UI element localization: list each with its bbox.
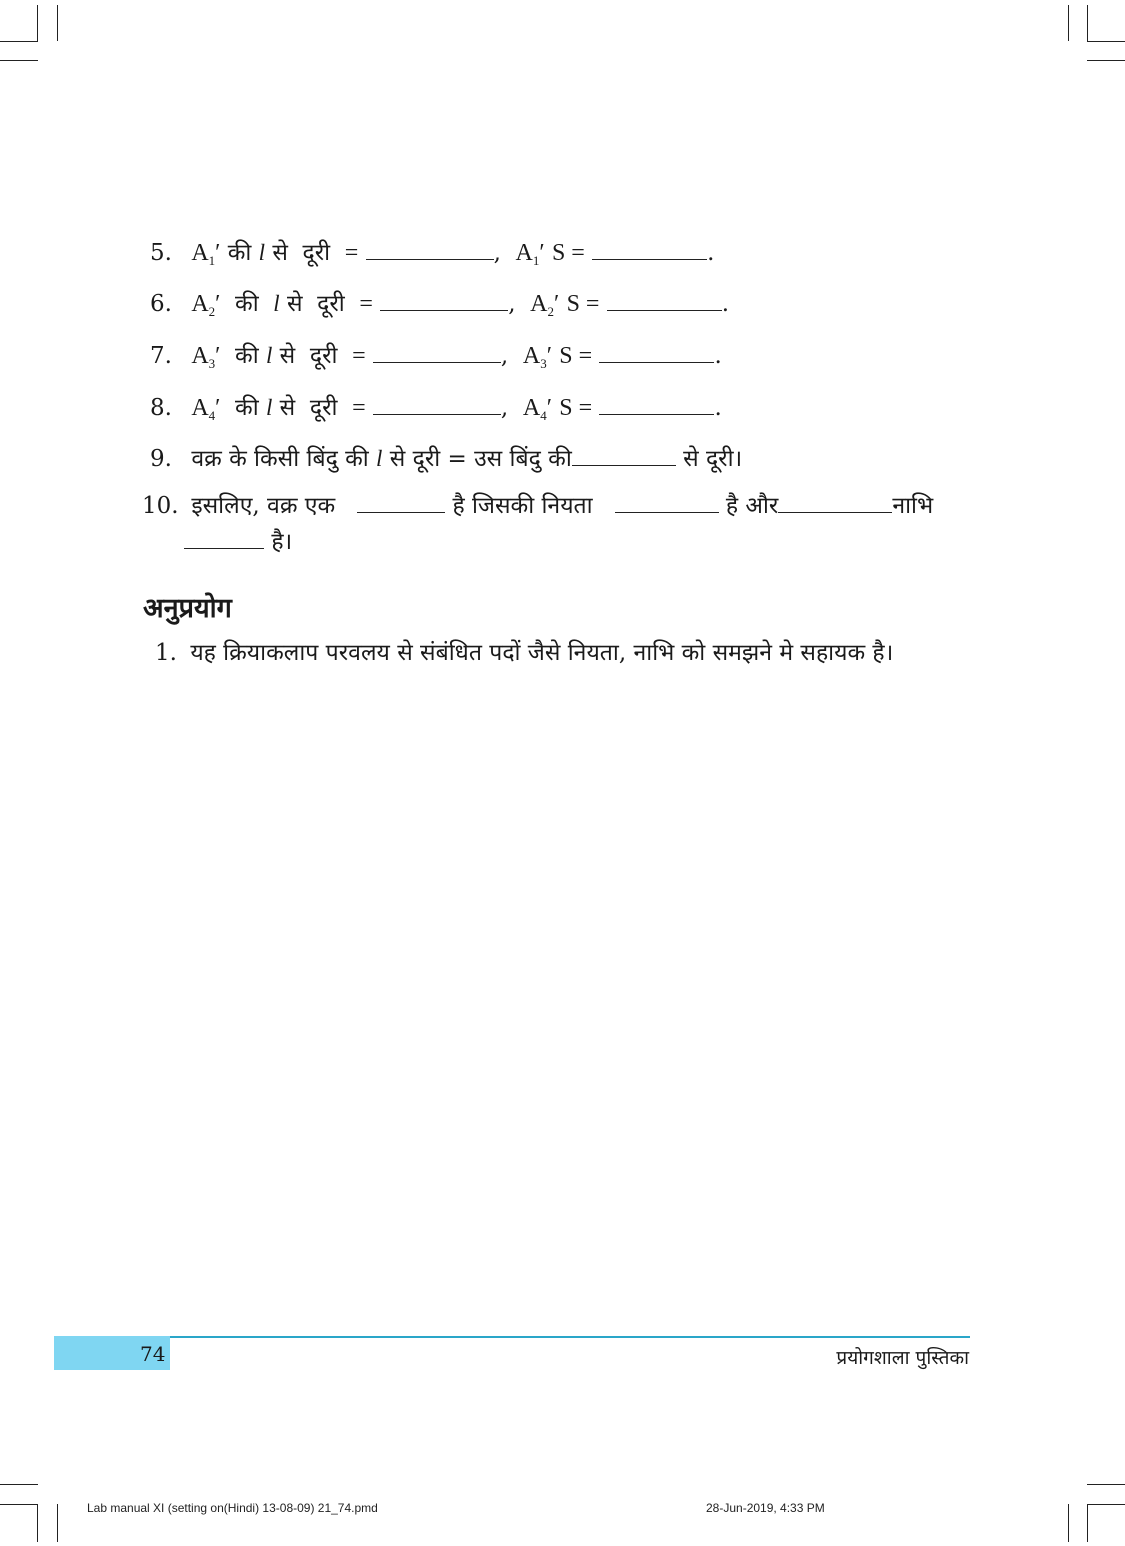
list-item-9: 9. वक्र के किसी बिंदु की l से दूरी = उस बिंदु की से दूरी। [150,446,743,472]
crop-mark [1087,1484,1125,1485]
crop-mark [37,5,38,41]
crop-mark [1068,5,1069,41]
crop-mark [0,1484,38,1485]
answer-blank[interactable] [615,494,719,513]
point-label: $A_3'$ [522,343,552,371]
page-number: 74 [140,1342,166,1366]
crop-mark [1087,60,1125,61]
item-number: 7. [150,343,172,369]
crop-mark [1087,5,1088,41]
list-item-6: 6. $A_2'$ की l से दूरी = , $A_2'$ S = . [150,291,730,319]
item-number: 9. [150,446,172,472]
answer-blank[interactable] [599,344,714,363]
item-number: 8. [150,395,172,421]
answer-blank[interactable] [572,447,676,466]
answer-blank[interactable] [592,241,707,260]
point-label: $A_2'$ [191,291,221,319]
list-item-8: 8. $A_4'$ की l से दूरी = , $A_4'$ S = . [150,395,722,423]
answer-blank[interactable] [778,494,892,513]
point-label: $A_1'$ [191,240,221,268]
item-number: 10. [142,493,179,519]
list-item-10-continued: है। [184,527,292,557]
list-item-5: 5. $A_1'$ की l से दूरी = , $A_1'$ S = . [150,240,715,268]
answer-blank[interactable] [599,396,714,415]
answer-blank[interactable] [380,292,508,311]
list-item-10: 10. इसलिए, वक्र एक है जिसकी नियता है और नाभि [142,493,934,519]
crop-mark [37,1504,38,1542]
crop-mark [1068,1504,1069,1542]
crop-mark [0,1504,38,1505]
crop-mark [57,1504,58,1542]
point-label: $A_1'$ [515,240,545,268]
section-heading: अनुप्रयोग [143,593,232,624]
footer-rule [170,1336,970,1338]
crop-mark [0,41,38,42]
point-label: $A_4'$ [191,395,221,423]
crop-mark [57,5,58,41]
answer-blank[interactable] [357,494,445,513]
item-number: 6. [150,291,172,317]
list-item-7: 7. $A_3'$ की l से दूरी = , $A_3'$ S = . [150,343,722,371]
crop-mark [1087,1504,1125,1505]
application-item-1: 1. यह क्रियाकलाप परवलय से संबंधित पदों जैसे नियता, नाभि को समझने मे सहायक है। [155,640,894,666]
crop-mark [1087,41,1125,42]
point-label: $A_4'$ [522,395,552,423]
print-slug-date: 28-Jun-2019, 4:33 PM [706,1501,825,1515]
answer-blank[interactable] [366,241,494,260]
answer-blank[interactable] [607,292,722,311]
answer-blank[interactable] [373,344,501,363]
crop-mark [0,60,38,61]
item-number: 5. [150,240,172,266]
answer-blank[interactable] [184,530,264,549]
point-label: $A_3'$ [191,343,221,371]
print-slug-file: Lab manual XI (setting on(Hindi) 13-08-09) 21_74.pmd [87,1501,378,1515]
crop-mark [1087,1504,1088,1542]
point-label: $A_2'$ [530,291,560,319]
running-footer-title: प्रयोगशाला पुस्तिका [836,1347,969,1369]
item-number: 1. [155,640,177,666]
answer-blank[interactable] [373,396,501,415]
